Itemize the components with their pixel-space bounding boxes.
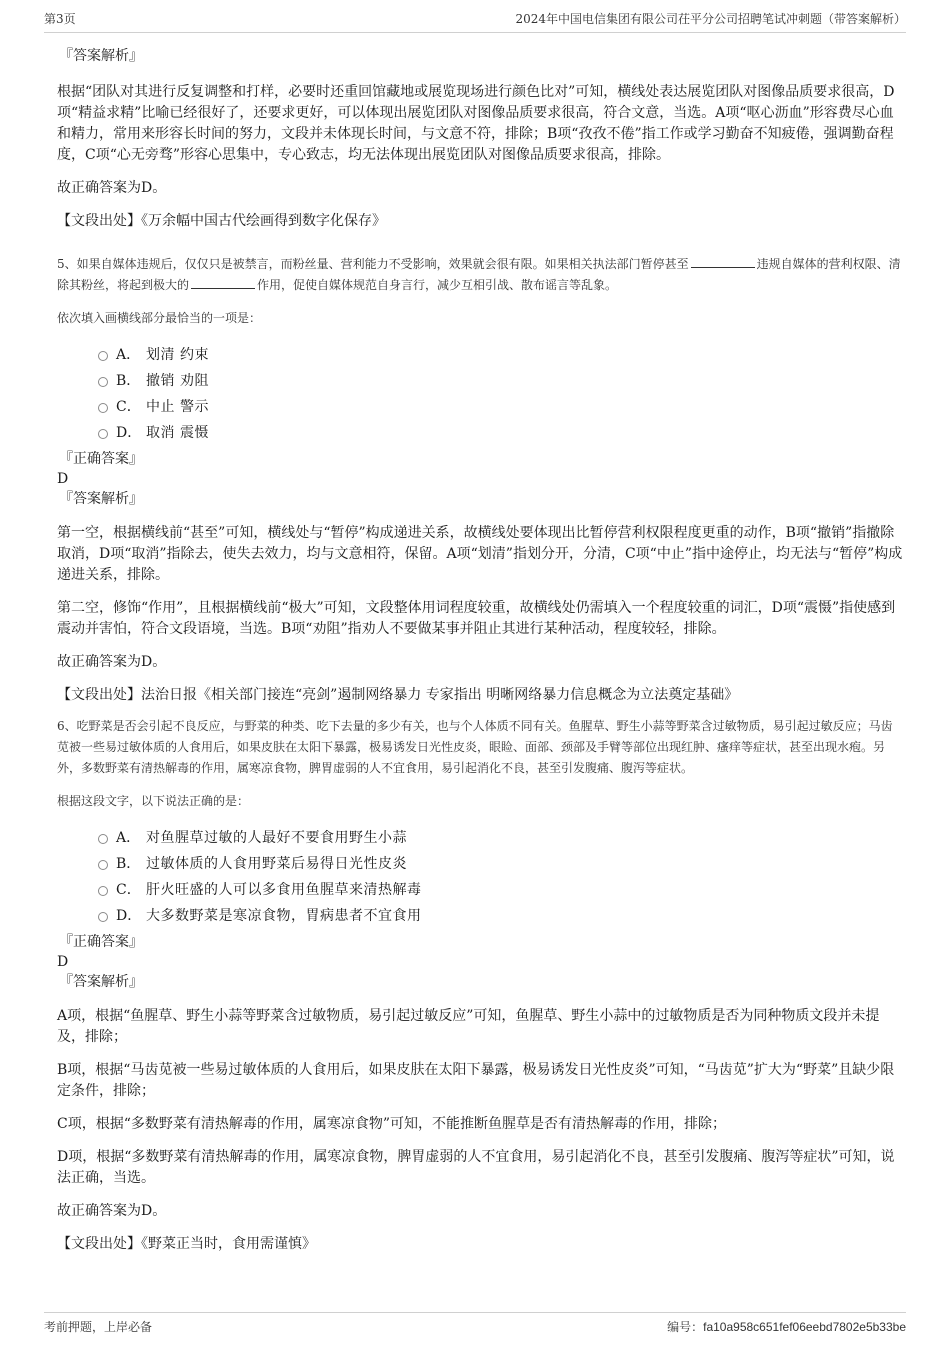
q5-source: 【文段出处】法治日报《相关部门接连“亮剑”遏制网络暴力 专家指出 明晰网络暴力信息概念为立法奠定基础》: [57, 687, 739, 703]
page-header: [44, 10, 906, 33]
radio-icon[interactable]: [98, 860, 108, 870]
radio-icon[interactable]: [98, 912, 108, 922]
q6-prompt: 根据这段文字，以下说法正确的是：: [57, 794, 250, 808]
document-code: 编号：fa10a958c651fef06eebd7802e5b33be: [667, 1320, 906, 1334]
page-footer: [44, 1312, 906, 1335]
q5-blank-2: [191, 276, 255, 289]
q5-correct-label: 『正确答案』: [59, 451, 143, 467]
q6-option-a[interactable]: A． 对鱼腥草过敏的人最好不要食用野生小蒜: [57, 824, 904, 850]
radio-icon[interactable]: [98, 377, 108, 387]
q5-option-b[interactable]: B． 撤销 劝阻: [57, 367, 904, 393]
q6-option-b[interactable]: B． 过敏体质的人食用野菜后易得日光性皮炎: [57, 850, 904, 876]
radio-icon[interactable]: [98, 403, 108, 413]
radio-icon[interactable]: [98, 429, 108, 439]
q6-option-d[interactable]: D． 大多数野菜是寒凉食物，胃病患者不宜食用: [57, 902, 904, 928]
q5-stem-part2: 违规自媒体的营利权限、清除其粉丝，将起到极大的: [57, 257, 901, 292]
q4-source: 【文段出处】《万余幅中国古代绘画得到数字化保存》: [57, 213, 386, 229]
q6-conclusion: 故正确答案为D。: [57, 1203, 167, 1219]
q6-options: [57, 824, 904, 928]
q5-option-c[interactable]: C． 中止 警示: [57, 393, 904, 419]
q6-analysis-label: 『答案解析』: [59, 974, 143, 990]
q6-analysis-a: A项，根据“鱼腥草、野生小蒜等野菜含过敏物质，易引起过敏反应”可知，鱼腥草、野生小蒜中的过敏物质是否为同种物质文段并未提及，排除；: [57, 1008, 880, 1045]
q6-correct-answer: D: [57, 954, 69, 970]
q5-conclusion: 故正确答案为D。: [57, 654, 167, 670]
document-title: 2024年中国电信集团有限公司茌平分公司招聘笔试冲刺题（带答案解析）: [515, 12, 906, 26]
radio-icon[interactable]: [98, 834, 108, 844]
q5-analysis-1: 第一空，根据横线前“甚至”可知，横线处与“暂停”构成递进关系，故横线处要体现出比暂停营利权限程度更重的动作，B项“撤销”指撤除取消，D项“取消”指除去，使失去效力，均与文意相符，保留。A项“划清”指划分开，分清，C项“中止”指中途停止，均无法与“暂停”构成递进关系，排除。: [57, 525, 903, 583]
q5-option-d[interactable]: D． 取消 震慑: [57, 419, 904, 445]
radio-icon[interactable]: [98, 886, 108, 896]
q6-correct-label: 『正确答案』: [59, 934, 143, 950]
q5-prompt: 依次填入画横线部分最恰当的一项是：: [57, 311, 262, 325]
q6-analysis-c: C项，根据“多数野菜有清热解毒的作用，属寒凉食物”可知，不能推断鱼腥草是否有清热解毒的作用，排除；: [57, 1116, 727, 1132]
q5-options: [57, 341, 904, 445]
q6-analysis-d: D项，根据“多数野菜有清热解毒的作用，属寒凉食物，脾胃虚弱的人不宜食用，易引起消化不良，甚至引发腹痛、腹泻等症状”可知，说法正确，当选。: [57, 1149, 895, 1186]
q4-analysis-label: 『答案解析』: [59, 48, 143, 64]
q6-stem: 6、吃野菜是否会引起不良反应，与野菜的种类、吃下去量的多少有关，也与个人体质不同有关。鱼腥草、野生小蒜等野菜含过敏物质，易引起过敏反应；马齿苋被一些易过敏体质的人食用后，如果皮肤在太阳下暴露，极易诱发日光性皮炎，眼睑、面部、颈部及手臂等部位出现红肿、瘙痒等症状，甚至出现水疱。另外，多数野菜有清热解毒的作用，属寒凉食物，脾胃虚弱的人不宜食用，易引起消化不良，甚至引发腹痛、腹泻等症状。: [57, 719, 893, 775]
page-content: [57, 44, 904, 1255]
q5-option-a[interactable]: A． 划清 约束: [57, 341, 904, 367]
q5-analysis-label: 『答案解析』: [59, 491, 143, 507]
q5-stem-part1: 5、如果自媒体违规后，仅仅只是被禁言，而粉丝量、营利能力不受影响，效果就会很有限。如果相关执法部门暂停甚至: [57, 257, 689, 271]
q4-conclusion: 故正确答案为D。: [57, 180, 167, 196]
radio-icon[interactable]: [98, 351, 108, 361]
q5-blank-1: [691, 255, 755, 268]
footer-slogan: 考前押题，上岸必备: [44, 1320, 153, 1334]
q5-analysis-2: 第二空，修饰“作用”，且根据横线前“极大”可知，文段整体用词程度较重，故横线处仍需填入一个程度较重的词汇，D项“震慑”指使感到震动并害怕，符合文段语境，当选。B项“劝阻”指劝人不要做某事并阻止其进行某种活动，程度较轻，排除。: [57, 600, 896, 637]
q6-analysis-b: B项，根据“马齿苋被一些易过敏体质的人食用后，如果皮肤在太阳下暴露，极易诱发日光性皮炎”可知，“马齿苋”扩大为“野菜”且缺少限定条件，排除；: [57, 1062, 895, 1099]
q6-source: 【文段出处】《野菜正当时，食用需谨慎》: [57, 1236, 316, 1252]
q5-stem-part3: 作用，促使自媒体规范自身言行，减少互相引战、散布谣言等乱象。: [257, 278, 618, 292]
q5-correct-answer: D: [57, 471, 69, 487]
page-number: 第3页: [44, 12, 76, 26]
q6-option-c[interactable]: C． 肝火旺盛的人可以多食用鱼腥草来清热解毒: [57, 876, 904, 902]
q4-analysis: 根据“团队对其进行反复调整和打样，必要时还重回馆藏地或展览现场进行颜色比对”可知，横线处表达展览团队对图像品质要求很高，D项“精益求精”比喻已经很好了，还要求更好，可以体现出展览团队对图像品质要求很高，符合文意，当选。A项“呕心沥血”形容费尽心血和精力，常用来形容长时间的努力，文段并未体现长时间，与文意不符，排除；B项“孜孜不倦”指工作或学习勤奋不知疲倦，强调勤奋程度，C项“心无旁骛”形容心思集中，专心致志，均无法体现出展览团队对图像品质要求很高，排除。: [57, 84, 895, 163]
q5-stem: [57, 254, 904, 296]
